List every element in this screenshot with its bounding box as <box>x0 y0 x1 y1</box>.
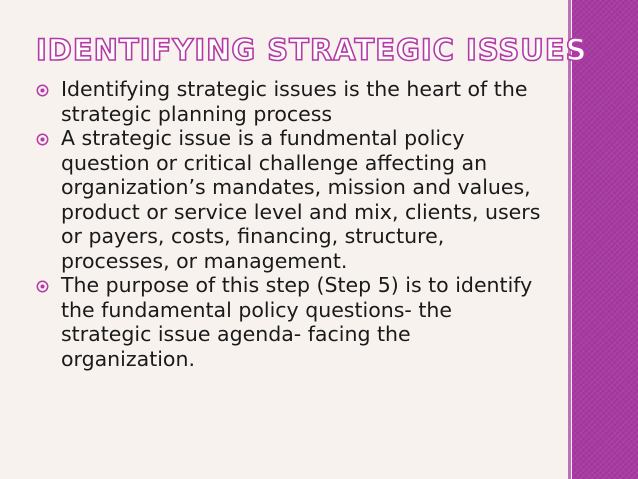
side-panel-edge <box>568 0 571 479</box>
bullet-item <box>36 77 546 126</box>
bullet-list <box>36 77 546 371</box>
slide-title: IDENTIFYING STRATEGIC ISSUES <box>36 33 588 67</box>
bullet-item <box>36 273 546 371</box>
target-bullet-icon <box>36 280 49 293</box>
bullet-text: A strategic issue is a fundmental policy question or critical challenge affecting an organization’s mandates, mission and values, product or service level and mix, clients, users or payers, costs, financing, structure, processes, or management. <box>61 126 541 273</box>
bullet-text: Identifying strategic issues is the heart of the strategic planning process <box>61 77 528 126</box>
target-bullet-icon <box>36 84 49 97</box>
bullet-item <box>36 126 546 273</box>
target-bullet-icon <box>36 133 49 146</box>
decorative-side-panel <box>572 0 638 479</box>
bullet-text: The purpose of this step (Step 5) is to identify the fundamental policy questions- the strategic issue agenda- facing the organization. <box>61 273 533 371</box>
